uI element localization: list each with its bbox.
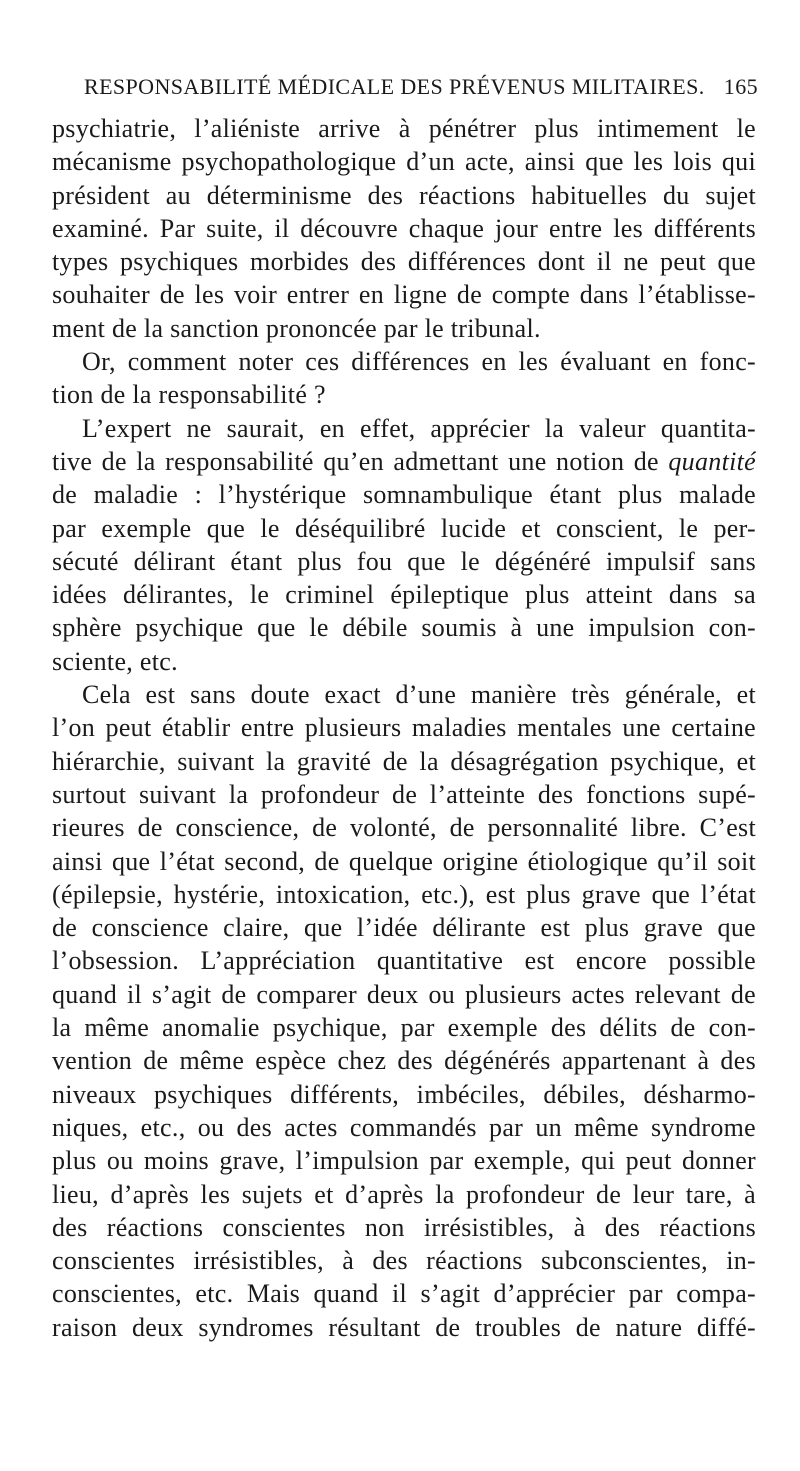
text-line bbox=[52, 1044, 756, 1077]
text-line-content: de maladie : l’hystérique somnambulique étant plus malade bbox=[52, 480, 756, 510]
text-line-content: surtout suivant la profondeur de l’atteinte des fonctions supé- bbox=[52, 779, 756, 809]
text-line bbox=[52, 1111, 756, 1144]
text-line bbox=[52, 512, 756, 545]
text-line-content: ainsi que l’état second, de quelque origine étiologique qu’il soit bbox=[52, 846, 756, 876]
text-line bbox=[52, 878, 756, 911]
running-head bbox=[84, 74, 758, 100]
text-line-content: raison deux syndromes résultant de troubles de nature diffé- bbox=[52, 1312, 756, 1342]
text-line bbox=[52, 1277, 756, 1310]
text-line-content: tion de la responsabilité ? bbox=[52, 380, 326, 410]
text-line bbox=[52, 611, 756, 644]
text-line-content: plus ou moins grave, l’impulsion par exemple, qui peut donner bbox=[52, 1146, 756, 1176]
running-title: RESPONSABILITÉ MÉDICALE DES PRÉVENUS MILITAIRES. bbox=[84, 74, 705, 99]
text-line-content: sécuté délirant étant plus fou que le dégénéré impulsif sans bbox=[52, 546, 756, 576]
text-line bbox=[52, 245, 756, 278]
text-line-content: types psychiques morbides des différences dont il ne peut que bbox=[52, 247, 756, 277]
text-line bbox=[52, 778, 756, 811]
text-line bbox=[52, 745, 756, 778]
text-line bbox=[52, 378, 756, 411]
text-line bbox=[52, 312, 756, 345]
text-line bbox=[52, 278, 756, 311]
text-line-content: par exemple que le déséquilibré lucide et conscient, le per- bbox=[52, 513, 756, 543]
text-line-content: l’obsession. L’appréciation quantitative est encore possible bbox=[52, 946, 756, 976]
text-line bbox=[52, 1244, 756, 1277]
text-line-content: sphère psychique que le débile soumis à une impulsion con- bbox=[52, 613, 756, 643]
text-line-content: niques, etc., ou des actes commandés par un même syndrome bbox=[52, 1112, 756, 1142]
text-line-content: conscientes irrésistibles, à des réactions subconscientes, in- bbox=[52, 1246, 756, 1276]
text-line bbox=[52, 412, 756, 445]
text-line-content: rieures de conscience, de volonté, de personnalité libre. C’est bbox=[52, 813, 756, 843]
text-line-content: examiné. Par suite, il découvre chaque jour entre les différents bbox=[52, 213, 756, 243]
text-line bbox=[52, 212, 756, 245]
text-line-content: tive de la responsabilité qu’en admettant une notion de bbox=[52, 446, 669, 476]
text-line bbox=[52, 1311, 756, 1344]
text-line-content: président au déterminisme des réactions habituelles du sujet bbox=[52, 180, 756, 210]
text-line bbox=[52, 545, 756, 578]
text-line-content: sciente, etc. bbox=[52, 646, 178, 676]
text-line-content: hiérarchie, suivant la gravité de la désagrégation psychique, et bbox=[52, 746, 756, 776]
text-line bbox=[52, 678, 756, 711]
text-line bbox=[52, 1078, 756, 1111]
text-line bbox=[52, 944, 756, 977]
text-line bbox=[52, 145, 756, 178]
text-line bbox=[52, 478, 756, 511]
text-line-content: psychiatrie, l’aliéniste arrive à pénétrer plus intimement le bbox=[52, 114, 756, 143]
text-line-content: quand il s’agit de comparer deux ou plusieurs actes relevant de bbox=[52, 979, 756, 1009]
text-line-content: des réactions conscientes non irrésistibles, à des réactions bbox=[52, 1212, 756, 1242]
text-line bbox=[52, 445, 756, 478]
body-text bbox=[52, 112, 756, 1344]
text-line-content: ment de la sanction prononcée par le tribunal. bbox=[52, 313, 541, 343]
text-line bbox=[52, 578, 756, 611]
text-line bbox=[52, 911, 756, 944]
text-line bbox=[52, 112, 756, 145]
text-line-content: niveaux psychiques différents, imbéciles, débiles, désharmo- bbox=[52, 1079, 756, 1109]
text-line-content: Cela est sans doute exact d’une manière très générale, et bbox=[82, 680, 756, 710]
text-line-content: vention de même espèce chez des dégénérés appartenant à des bbox=[52, 1046, 756, 1076]
text-line bbox=[52, 345, 756, 378]
text-line-content: L’expert ne saurait, en effet, apprécier la valeur quantita- bbox=[82, 413, 756, 443]
text-line bbox=[52, 711, 756, 744]
text-line-content: Or, comment noter ces différences en les évaluant en fonc- bbox=[82, 347, 756, 377]
text-line bbox=[52, 978, 756, 1011]
text-line bbox=[52, 1178, 756, 1211]
text-line-content: de conscience claire, que l’idée délirante est plus grave que bbox=[52, 913, 756, 943]
italic-term: quantité bbox=[668, 446, 756, 476]
page-number: 165 bbox=[723, 74, 758, 99]
text-line-content: mécanisme psychopathologique d’un acte, ainsi que les lois qui bbox=[52, 147, 756, 177]
text-line bbox=[52, 179, 756, 212]
text-line-content: souhaiter de les voir entrer en ligne de compte dans l’établisse- bbox=[52, 280, 756, 310]
text-line bbox=[52, 811, 756, 844]
text-line bbox=[52, 645, 756, 678]
text-line-content: (épilepsie, hystérie, intoxication, etc.), est plus grave que l’état bbox=[52, 879, 756, 909]
text-line bbox=[52, 845, 756, 878]
text-line-content: la même anomalie psychique, par exemple des délits de con- bbox=[52, 1013, 756, 1043]
text-line bbox=[52, 1211, 756, 1244]
text-line-content: lieu, d’après les sujets et d’après la profondeur de leur tare, à bbox=[52, 1179, 756, 1209]
text-line bbox=[52, 1144, 756, 1177]
text-line bbox=[52, 1011, 756, 1044]
text-line-content: l’on peut établir entre plusieurs maladies mentales une certaine bbox=[52, 713, 756, 743]
text-line-content: conscientes, etc. Mais quand il s’agit d’apprécier par compa- bbox=[52, 1279, 756, 1309]
text-line-content: idées délirantes, le criminel épileptique plus atteint dans sa bbox=[52, 580, 756, 610]
